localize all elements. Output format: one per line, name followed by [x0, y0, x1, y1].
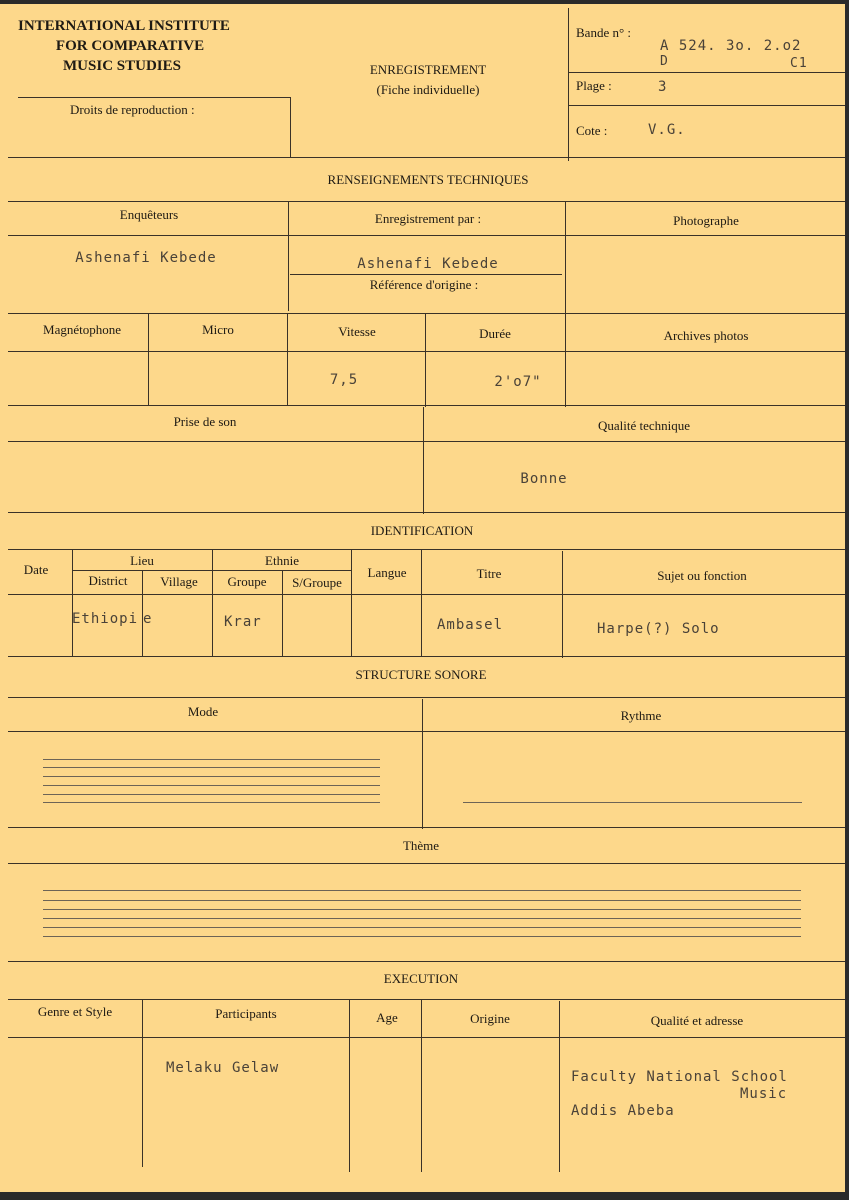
- divider: [282, 570, 283, 656]
- divider: [142, 999, 143, 1167]
- divider: [8, 863, 845, 864]
- divider: [425, 313, 426, 407]
- date-label: Date: [23, 562, 49, 577]
- divider: [8, 201, 845, 202]
- divider: [8, 594, 845, 595]
- mode-write-line: [43, 785, 380, 786]
- divider: [148, 313, 149, 405]
- mode-write-line: [43, 802, 380, 803]
- duree-label: Durée: [479, 326, 511, 341]
- divider: [8, 827, 845, 828]
- village-value: e: [143, 611, 153, 627]
- prise-de-son-label: Prise de son: [173, 414, 237, 429]
- cote-value: V.G.: [648, 122, 686, 138]
- sujet-label: Sujet ou fonction: [657, 568, 747, 583]
- droits-label: Droits de reproduction :: [70, 102, 195, 117]
- mode-write-line: [43, 759, 380, 760]
- divider: [559, 1001, 560, 1172]
- theme-write-line: [43, 936, 801, 937]
- divider: [565, 201, 566, 315]
- divider: [8, 1037, 845, 1038]
- divider: [8, 697, 845, 698]
- adresse-line1: Faculty National School: [571, 1069, 788, 1085]
- divider: [8, 351, 845, 352]
- divider: [421, 549, 422, 656]
- divider: [290, 97, 291, 157]
- vitesse-value: 7,5: [329, 372, 359, 388]
- divider: [562, 551, 563, 658]
- bande-value: A 524. 3o. 2.o2: [660, 38, 802, 54]
- divider: [568, 8, 569, 161]
- section-structure-heading: STRUCTURE SONORE: [355, 667, 487, 682]
- divider: [8, 731, 845, 732]
- institute-name-line2: FOR COMPARATIVE: [55, 38, 205, 54]
- age-label: Age: [376, 1010, 398, 1025]
- theme-write-line: [43, 909, 801, 910]
- cote-label: Cote :: [576, 123, 608, 138]
- section-execution-heading: EXECUTION: [383, 971, 459, 986]
- theme-write-line: [43, 900, 801, 901]
- divider: [8, 961, 845, 962]
- divider: [422, 699, 423, 829]
- divider: [349, 999, 350, 1172]
- magnetophone-label: Magnétophone: [43, 322, 121, 337]
- micro-label: Micro: [202, 322, 234, 337]
- qualite-technique-label: Qualité technique: [597, 418, 691, 433]
- sujet-value: Harpe(?) Solo: [597, 621, 720, 637]
- form-title: ENREGISTREMENT: [369, 62, 487, 77]
- institute-name-line1: INTERNATIONAL INSTITUTE: [18, 18, 230, 34]
- rythme-write-line: [463, 802, 802, 803]
- genre-style-label: Genre et Style: [37, 1004, 113, 1019]
- divider: [565, 315, 566, 407]
- mode-write-line: [43, 794, 380, 795]
- theme-write-line: [43, 927, 801, 928]
- district-label: District: [88, 573, 128, 588]
- participant-value: Melaku Gelaw: [166, 1060, 280, 1076]
- enreg-par-label: Enregistrement par :: [374, 211, 482, 226]
- divider: [423, 407, 424, 514]
- mode-write-line: [43, 767, 380, 768]
- divider: [212, 549, 213, 656]
- divider: [351, 549, 352, 656]
- mode-label: Mode: [187, 704, 219, 719]
- enreg-par-value: Ashenafi Kebede: [357, 256, 499, 272]
- divider: [8, 157, 845, 158]
- lieu-label: Lieu: [130, 553, 154, 568]
- adresse-line3: Addis Abeba: [571, 1103, 675, 1119]
- qualite-adresse-label: Qualité et adresse: [650, 1013, 744, 1028]
- rythme-label: Rythme: [620, 708, 662, 723]
- divider: [8, 549, 845, 550]
- bande-label: Bande n° :: [576, 25, 632, 40]
- divider: [8, 405, 845, 406]
- theme-write-line: [43, 890, 801, 891]
- divider: [8, 512, 845, 513]
- qualite-technique-value: Bonne: [520, 471, 568, 487]
- enqueteurs-label: Enquêteurs: [119, 207, 179, 222]
- groupe-value: Krar: [224, 614, 262, 630]
- divider: [8, 235, 845, 236]
- vitesse-label: Vitesse: [338, 324, 376, 339]
- section-identification-heading: IDENTIFICATION: [370, 523, 474, 538]
- divider: [290, 274, 562, 275]
- divider: [421, 999, 422, 1172]
- adresse-line2: Music: [740, 1086, 788, 1102]
- village-label: Village: [160, 574, 198, 589]
- sgroupe-label: S/Groupe: [292, 575, 342, 590]
- divider: [8, 656, 845, 657]
- archives-label: Archives photos: [663, 328, 749, 343]
- divider: [568, 105, 845, 106]
- enqueteurs-value: Ashenafi Kebede: [75, 250, 217, 266]
- divider: [72, 549, 73, 656]
- divider: [8, 441, 845, 442]
- plage-label: Plage :: [576, 78, 612, 93]
- mode-write-line: [43, 776, 380, 777]
- divider: [568, 72, 845, 73]
- origine-label: Origine: [470, 1011, 510, 1026]
- participants-label: Participants: [215, 1006, 277, 1021]
- ethnie-label: Ethnie: [265, 553, 299, 568]
- groupe-label: Groupe: [227, 574, 267, 589]
- record-card: [0, 4, 845, 1192]
- bande-value-sub-b: C1: [790, 56, 808, 71]
- reference-label: Référence d'origine :: [369, 277, 479, 292]
- theme-label: Thème: [402, 838, 440, 853]
- titre-value: Ambasel: [437, 617, 504, 633]
- titre-label: Titre: [476, 566, 502, 581]
- bande-value-sub-a: D: [660, 54, 669, 69]
- langue-label: Langue: [367, 565, 407, 580]
- district-value: Ethiopi: [72, 611, 139, 627]
- plage-value: 3: [658, 79, 668, 95]
- divider: [287, 313, 288, 405]
- divider: [8, 313, 845, 314]
- form-subtitle: (Fiche individuelle): [376, 82, 480, 97]
- photographe-label: Photographe: [673, 213, 739, 228]
- duree-value: 2'o7": [494, 374, 542, 390]
- section-technique-heading: RENSEIGNEMENTS TECHNIQUES: [327, 172, 529, 187]
- divider: [288, 201, 289, 311]
- theme-write-line: [43, 918, 801, 919]
- divider: [18, 97, 291, 98]
- institute-name-line3: MUSIC STUDIES: [63, 58, 181, 74]
- divider: [8, 999, 845, 1000]
